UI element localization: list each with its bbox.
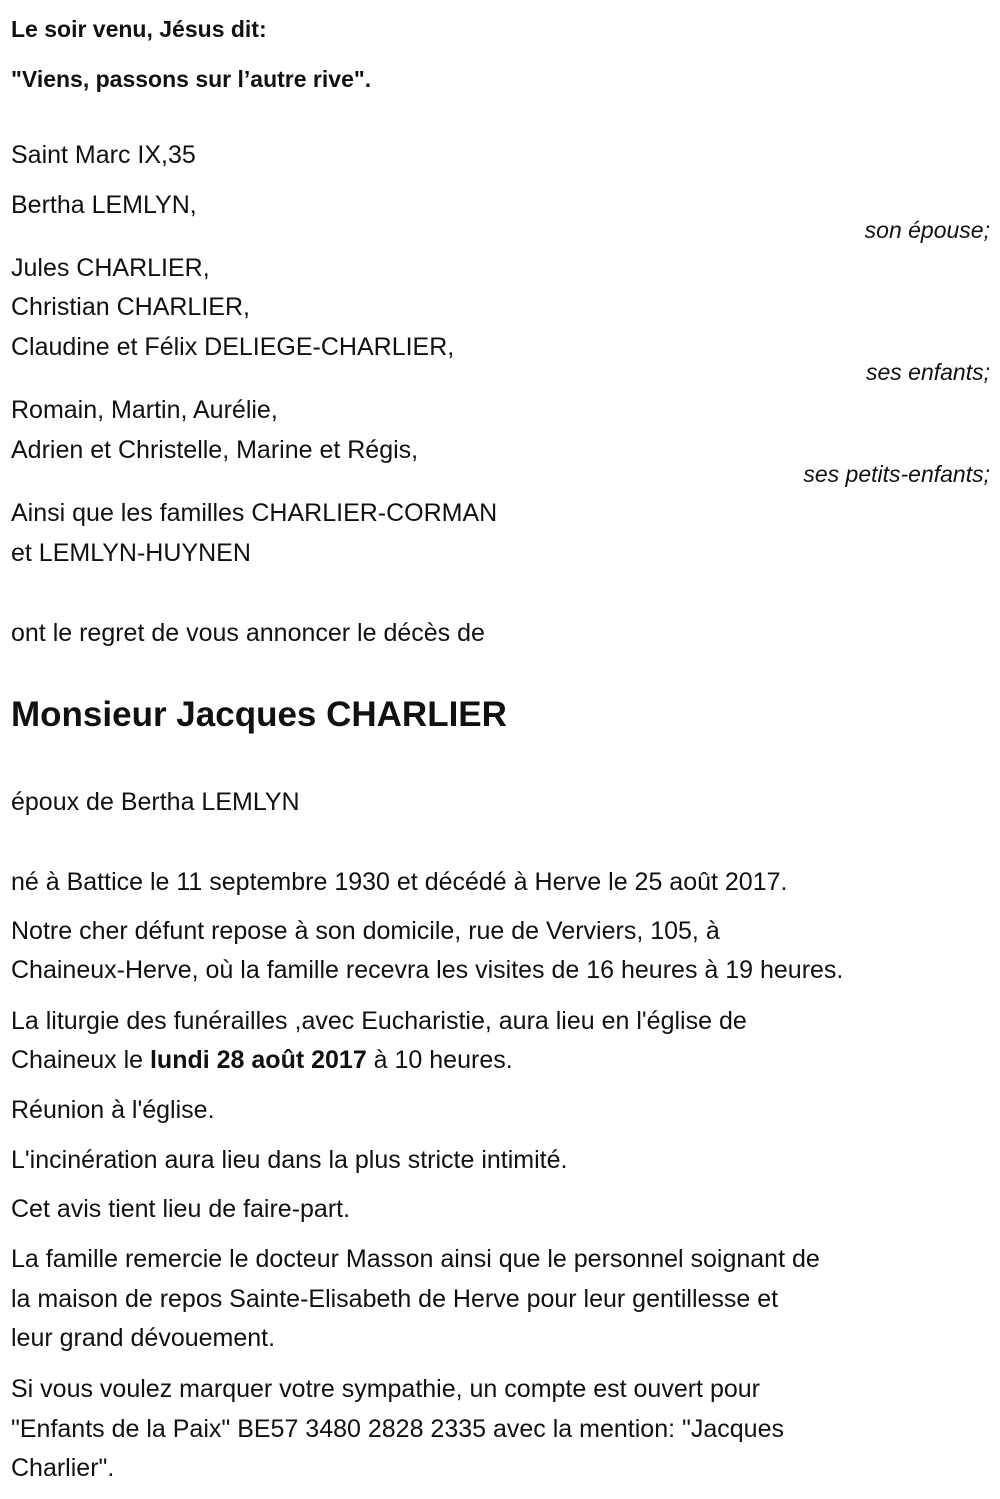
- sympathy: "Enfants de la Paix" BE57 3480 2828 2335 avec la mention: "Jacques: [11, 1415, 784, 1443]
- liturgy: La liturgie des funérailles ,avec Eucharistie, aura lieu en l'église de: [11, 1007, 747, 1035]
- spouse-role: son épouse;: [864, 217, 990, 243]
- other-families: Ainsi que les familles CHARLIER-CORMAN: [11, 499, 498, 527]
- liturgy-suffix: à 10 heures.: [366, 1046, 513, 1074]
- thanks: leur grand dévouement.: [11, 1324, 276, 1352]
- birth-death: né à Battice le 11 septembre 1930 et décédé à Herve le 25 août 2017.: [11, 868, 788, 896]
- notice: Cet avis tient lieu de faire-part.: [11, 1195, 351, 1223]
- liturgy-date-line: [11, 1045, 513, 1075]
- other-families: et LEMLYN-HUYNEN: [11, 539, 251, 567]
- children-role: ses enfants;: [865, 359, 990, 385]
- grandchildren-names: Romain, Martin, Aurélie,: [11, 396, 278, 424]
- grandchildren-names: Adrien et Christelle, Marine et Régis,: [11, 436, 419, 464]
- meeting: Réunion à l'église.: [11, 1096, 215, 1124]
- deceased-name: Monsieur Jacques CHARLIER: [11, 695, 507, 734]
- rest-place: Notre cher défunt repose à son domicile, rue de Verviers, 105, à: [11, 917, 720, 945]
- cremation: L'incinération aura lieu dans la plus stricte intimité.: [11, 1146, 568, 1174]
- grandchildren-role: ses petits-enfants;: [803, 461, 990, 487]
- quote-line-1: Le soir venu, Jésus dit:: [11, 16, 267, 42]
- rest-place: Chaineux-Herve, où la famille recevra les visites de 16 heures à 19 heures.: [11, 956, 844, 984]
- liturgy-prefix: Chaineux le: [11, 1046, 150, 1074]
- thanks: la maison de repos Sainte-Elisabeth de Herve pour leur gentillesse et: [11, 1285, 779, 1313]
- liturgy-date: lundi 28 août 2017: [149, 1046, 367, 1074]
- deceased-spouse-of: époux de Bertha LEMLYN: [11, 788, 300, 816]
- child-name: Christian CHARLIER,: [11, 293, 250, 321]
- quote-line-2: "Viens, passons sur l’autre rive".: [11, 66, 372, 92]
- spouse-name: Bertha LEMLYN,: [11, 191, 197, 219]
- child-name: Jules CHARLIER,: [11, 254, 210, 282]
- sympathy: Si vous voulez marquer votre sympathie, un compte est ouvert pour: [11, 1375, 760, 1403]
- quote-reference: Saint Marc IX,35: [11, 141, 196, 169]
- announcement: ont le regret de vous annoncer le décès de: [11, 619, 485, 647]
- thanks: La famille remercie le docteur Masson ainsi que le personnel soignant de: [11, 1245, 820, 1273]
- sympathy: Charlier".: [11, 1454, 115, 1482]
- child-name: Claudine et Félix DELIEGE-CHARLIER,: [11, 333, 455, 361]
